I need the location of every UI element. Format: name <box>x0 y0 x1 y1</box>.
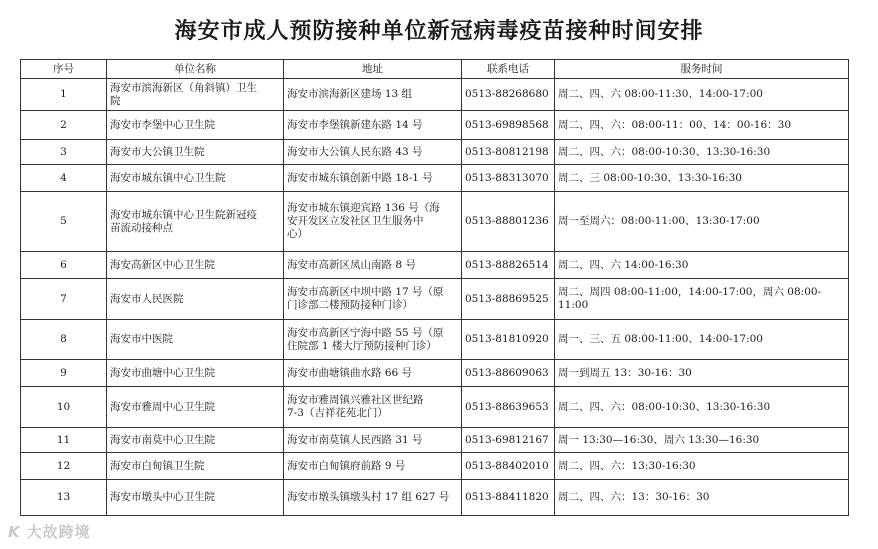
table-row <box>21 165 849 192</box>
table-row <box>21 252 849 279</box>
watermark-logo-icon: K <box>8 523 21 541</box>
cell-no: 3 <box>21 140 107 165</box>
cell-no: 8 <box>21 320 107 360</box>
table-row <box>21 480 849 516</box>
table-row <box>21 387 849 428</box>
page-title: 海安市成人预防接种单位新冠病毒疫苗接种时间安排 <box>174 18 704 44</box>
cell-phone: 0513-88268680 <box>462 79 555 111</box>
table-row <box>21 360 849 387</box>
cell-phone: 0513-88801236 <box>462 192 555 252</box>
table-row <box>21 192 849 252</box>
cell-time: 周二、四、六 08:00-11:30、14:00-17:00 <box>555 79 849 111</box>
table-row <box>21 279 849 320</box>
cell-address: 海安市城东镇创新中路 18-1 号 <box>284 165 462 192</box>
cell-no: 1 <box>21 79 107 111</box>
cell-no: 5 <box>21 192 107 252</box>
cell-no: 9 <box>21 360 107 387</box>
schedule-table <box>20 59 849 516</box>
watermark <box>8 521 91 542</box>
cell-address: 海安市南莫镇人民西路 31 号 <box>284 428 462 453</box>
cell-phone: 0513-88313070 <box>462 165 555 192</box>
cell-address: 海安市白甸镇府前路 9 号 <box>284 453 462 480</box>
table-row <box>21 111 849 140</box>
cell-name: 海安市城东镇中心卫生院新冠疫 苗流动接种点 <box>107 192 284 252</box>
cell-no: 13 <box>21 480 107 516</box>
cell-name: 海安市白甸镇卫生院 <box>107 453 284 480</box>
cell-name: 海安市人民医院 <box>107 279 284 320</box>
cell-name: 海安市曲塘中心卫生院 <box>107 360 284 387</box>
cell-no: 10 <box>21 387 107 428</box>
cell-name: 海安市城东镇中心卫生院 <box>107 165 284 192</box>
cell-address: 海安市城东镇迎宾路 136 号（海 安开发区立发社区卫生服务中 心） <box>284 192 462 252</box>
table-header-row <box>21 60 849 79</box>
cell-phone: 0513-81810920 <box>462 320 555 360</box>
cell-address: 海安市墩头镇墩头村 17 组 627 号 <box>284 480 462 516</box>
table-row <box>21 428 849 453</box>
cell-no: 4 <box>21 165 107 192</box>
column-header-name: 单位名称 <box>107 60 284 79</box>
cell-phone: 0513-88609063 <box>462 360 555 387</box>
cell-time: 周一、三、五 08:00-11:00、14:00-17:00 <box>555 320 849 360</box>
cell-no: 11 <box>21 428 107 453</box>
table-row <box>21 79 849 111</box>
cell-phone: 0513-69898568 <box>462 111 555 140</box>
table-row <box>21 320 849 360</box>
table-row <box>21 140 849 165</box>
cell-name: 海安市雅周中心卫生院 <box>107 387 284 428</box>
cell-address: 海安市曲塘镇曲水路 66 号 <box>284 360 462 387</box>
cell-time: 周二、三 08:00-10:30、13:30-16:30 <box>555 165 849 192</box>
cell-phone: 0513-88639653 <box>462 387 555 428</box>
column-header-address: 地址 <box>284 60 462 79</box>
cell-phone: 0513-80812198 <box>462 140 555 165</box>
cell-no: 2 <box>21 111 107 140</box>
column-header-phone: 联系电话 <box>462 60 555 79</box>
cell-time: 周二、四、六 14:00-16:30 <box>555 252 849 279</box>
cell-name: 海安市墩头中心卫生院 <box>107 480 284 516</box>
cell-phone: 0513-88411820 <box>462 480 555 516</box>
cell-time: 周二、四、六：13:30-16:30 <box>555 453 849 480</box>
cell-time: 周一至周六：08:00-11:00、13:30-17:00 <box>555 192 849 252</box>
cell-address: 海安市雅周镇兴雅社区世纪路 7-3（吉祥花苑北门） <box>284 387 462 428</box>
cell-name: 海安市南莫中心卫生院 <box>107 428 284 453</box>
cell-address: 海安市李堡镇新建东路 14 号 <box>284 111 462 140</box>
cell-address: 海安市高新区中坝中路 17 号（原 门诊部二楼预防接种门诊） <box>284 279 462 320</box>
cell-address: 海安市高新区宁海中路 55 号（原 住院部 1 楼大厅预防接种门诊） <box>284 320 462 360</box>
cell-no: 6 <box>21 252 107 279</box>
cell-address: 海安市大公镇人民东路 43 号 <box>284 140 462 165</box>
cell-phone: 0513-88402010 <box>462 453 555 480</box>
cell-time: 周二、四、六：08:00-11：00、14：00-16：30 <box>555 111 849 140</box>
table-row <box>21 453 849 480</box>
column-header-time: 服务时间 <box>555 60 849 79</box>
cell-name: 海安市滨海新区（角斜镇）卫生 院 <box>107 79 284 111</box>
cell-time: 周二、周四 08:00-11:00，14:00-17:00，周六 08:00-11:00 <box>555 279 849 320</box>
cell-time: 周二、四、六：08:00-10:30、13:30-16:30 <box>555 387 849 428</box>
cell-time: 周二、四、六：13：30-16：30 <box>555 480 849 516</box>
cell-no: 7 <box>21 279 107 320</box>
cell-name: 海安高新区中心卫生院 <box>107 252 284 279</box>
column-header-no: 序号 <box>21 60 107 79</box>
cell-name: 海安市李堡中心卫生院 <box>107 111 284 140</box>
cell-time: 周二、四、六：08:00-10:30、13:30-16:30 <box>555 140 849 165</box>
cell-phone: 0513-69812167 <box>462 428 555 453</box>
cell-phone: 0513-88826514 <box>462 252 555 279</box>
cell-name: 海安市中医院 <box>107 320 284 360</box>
cell-address: 海安市高新区凤山南路 8 号 <box>284 252 462 279</box>
cell-name: 海安市大公镇卫生院 <box>107 140 284 165</box>
cell-phone: 0513-88869525 <box>462 279 555 320</box>
cell-no: 12 <box>21 453 107 480</box>
cell-address: 海安市滨海新区建场 13 组 <box>284 79 462 111</box>
watermark-text: 大故跨境 <box>26 523 91 541</box>
cell-time: 周一到周五 13：30-16：30 <box>555 360 849 387</box>
cell-time: 周一 13:30—16:30、周六 13:30—16:30 <box>555 428 849 453</box>
